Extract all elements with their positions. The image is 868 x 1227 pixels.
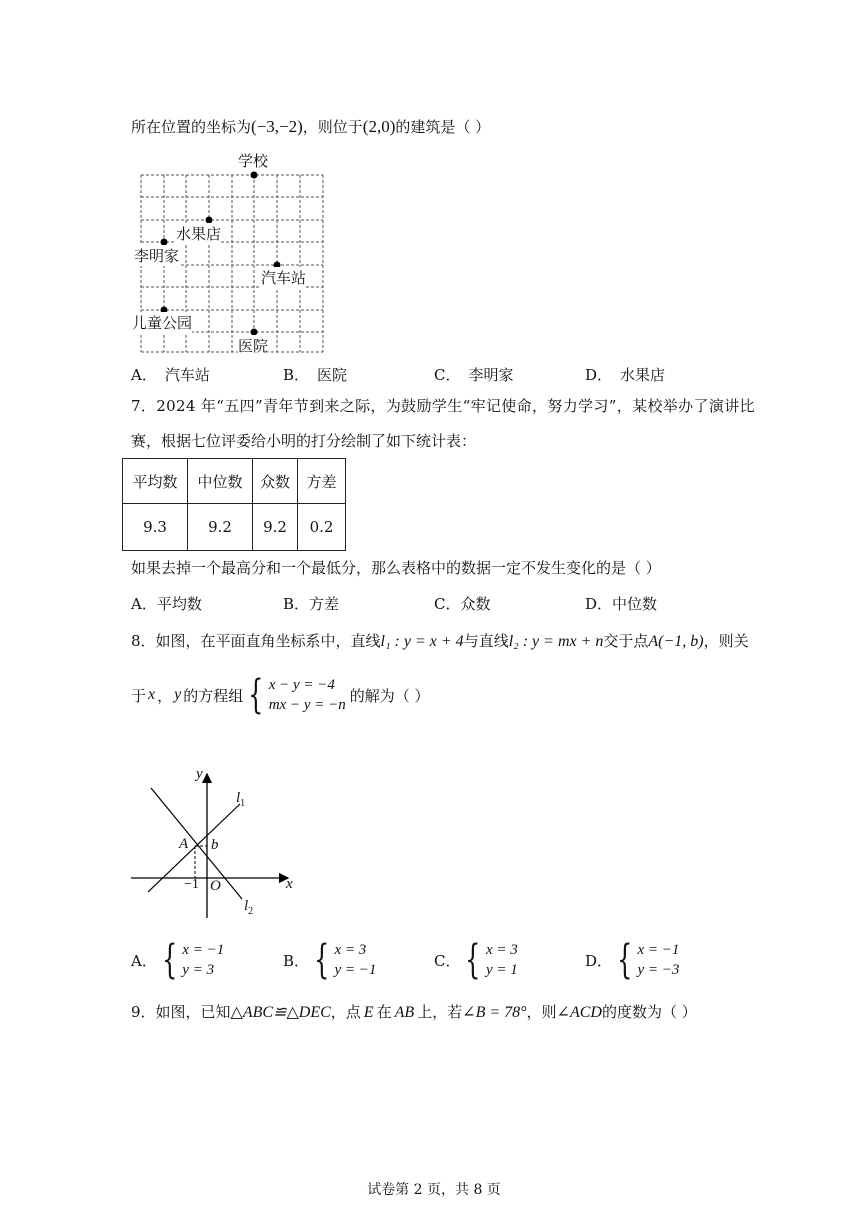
option-letter: B．	[283, 366, 310, 384]
q8-text-a: 8．如图，在平面直角坐标系中，直线	[131, 632, 381, 650]
q8-l1-equation: l₁ : y = x + 4	[380, 633, 464, 650]
q8-text-f: 的方程组	[183, 686, 244, 705]
q9-text-b: ，点	[330, 1003, 361, 1021]
l2-letter: l	[244, 898, 249, 914]
q7-option-a[interactable]	[131, 593, 202, 614]
l1-label	[236, 790, 245, 809]
q7-line3: 如果去掉一个最高分和一个最低分，那么表格中的数据一定不发生变化的是（ ）	[131, 559, 661, 577]
label-school: 学校	[238, 152, 269, 170]
q6-stem	[131, 117, 490, 137]
q8-option-d[interactable]	[585, 937, 680, 983]
option-letter: C．	[434, 595, 461, 613]
q9-text-f: 的度数为（ ）	[601, 1003, 697, 1021]
q6-option-c[interactable]	[434, 364, 514, 385]
q6-stem-before: 所在位置的坐标为	[131, 118, 252, 136]
option-text: 平均数	[156, 595, 202, 613]
option-letter: D．	[585, 366, 613, 384]
q7-line1: 7．2024 年“五四”青年节到来之际，为鼓励学生“牢记使命，努力学习”，某校举办了演讲比	[131, 397, 755, 415]
point-a-label: A	[179, 836, 189, 852]
q9-point-e: E	[363, 1004, 374, 1021]
l1-letter: l	[236, 790, 241, 806]
q9-text-e: ，则	[526, 1003, 557, 1021]
option-text: 医院	[317, 366, 348, 384]
q9-angle-acd: ∠ACD	[556, 1004, 602, 1021]
option-system	[460, 937, 518, 983]
q9-stem	[131, 1002, 697, 1023]
table-header-mean: 平均数	[123, 459, 188, 504]
q8-option-b[interactable]	[283, 937, 377, 983]
option-system	[157, 937, 225, 983]
table-cell-median: 9.2	[188, 504, 253, 551]
q8-l2-equation: l₂ : y = mx + n	[508, 633, 604, 650]
option-system	[309, 937, 377, 983]
q6-coord-given: (−3,−2)	[251, 117, 303, 136]
q9-congruence: △ABC≌△DEC	[230, 1004, 331, 1021]
option-x-value: x = −1	[182, 942, 225, 958]
option-letter: C．	[434, 366, 461, 384]
neg-one-label: −1	[184, 877, 199, 892]
q6-stem-after: 的建筑是（ ）	[395, 118, 491, 136]
option-letter: D．	[585, 595, 613, 613]
option-text: 中位数	[612, 595, 658, 613]
option-text: 汽车站	[164, 366, 210, 384]
q8-equation-system	[243, 672, 346, 718]
option-x-value: x = −1	[637, 942, 680, 958]
table-header-variance: 方差	[298, 459, 346, 504]
label-fruit-store: 水果店	[176, 225, 222, 243]
left-brace-icon: {	[161, 937, 178, 983]
option-letter: A．	[131, 595, 157, 613]
q8-separator: ，	[157, 686, 173, 705]
q8-text-c: 交于点	[603, 632, 649, 650]
q6-option-d[interactable]	[585, 364, 665, 385]
origin-label: O	[210, 878, 221, 894]
q8-text-d: ，则关	[703, 632, 749, 650]
table-cell-mode: 9.2	[253, 504, 298, 551]
page-footer: 试卷第 2 页，共 8 页	[367, 1182, 501, 1198]
school-dot	[251, 172, 258, 179]
q8-coordinate-figure	[128, 766, 308, 926]
option-letter: B．	[283, 951, 310, 970]
q8-x-var: x	[148, 686, 156, 703]
l2-label	[244, 898, 253, 917]
option-letter: A．	[131, 366, 157, 384]
option-text: 水果店	[620, 366, 666, 384]
q7-option-b[interactable]	[283, 593, 339, 614]
option-y-value: y = 3	[182, 962, 215, 978]
l1-subscript: 1	[240, 798, 246, 809]
q9-text-a: 9．如图，已知	[131, 1003, 231, 1021]
y-axis-label: y	[196, 766, 203, 782]
option-x-value: x = 3	[485, 942, 518, 958]
q8-point-a: A(−1, b)	[648, 633, 704, 650]
q9-angle-b: ∠B = 78°	[462, 1004, 527, 1021]
q8-option-c[interactable]	[434, 937, 518, 983]
q8-option-a[interactable]	[131, 937, 225, 983]
q6-option-a[interactable]	[131, 364, 210, 385]
q8-line1	[131, 631, 749, 652]
label-liming-home: 李明家	[134, 247, 180, 265]
label-park: 儿童公园	[132, 314, 193, 332]
table-header-mode: 众数	[253, 459, 298, 504]
option-text: 方差	[309, 595, 340, 613]
l2-subscript: 2	[248, 906, 254, 917]
q8-text-e: 于	[131, 686, 147, 705]
q6-map-figure	[128, 148, 338, 358]
q7-option-d[interactable]	[585, 593, 657, 614]
q9-text-d: 上，若	[417, 1003, 463, 1021]
system-eq-1: x − y = −4	[268, 677, 335, 693]
q7-line2: 赛，根据七位评委给小明的打分绘制了如下统计表：	[131, 432, 477, 450]
q6-coord-target: (2,0)	[362, 117, 396, 136]
label-hospital: 医院	[238, 337, 269, 355]
option-letter: B．	[283, 595, 310, 613]
left-brace-icon: {	[617, 937, 633, 983]
table-cell-variance: 0.2	[298, 504, 346, 551]
option-text: 众数	[460, 595, 491, 613]
left-brace-icon: {	[314, 937, 330, 983]
table-header-median: 中位数	[188, 459, 253, 504]
table-cell-mean: 9.3	[123, 504, 188, 551]
q9-text-c: 在	[376, 1003, 392, 1021]
option-letter: D．	[585, 951, 613, 970]
option-y-value: y = 1	[485, 962, 518, 978]
label-bus-station: 汽车站	[261, 269, 307, 287]
option-text: 李明家	[468, 366, 514, 384]
q9-segment-ab: AB	[394, 1004, 415, 1021]
system-eq-2: mx − y = −n	[268, 697, 346, 713]
q6-option-b[interactable]	[283, 364, 347, 385]
left-brace-icon: {	[465, 937, 481, 983]
q6-stem-middle: ，则位于	[302, 118, 363, 136]
option-system	[612, 937, 680, 983]
q7-stats-table	[122, 458, 346, 551]
q8-line2	[131, 672, 430, 718]
q8-text-g: 的解为（ ）	[349, 686, 430, 705]
q8-text-b: 与直线	[463, 632, 509, 650]
x-axis-label: x	[286, 876, 293, 892]
option-x-value: x = 3	[334, 942, 367, 958]
left-brace-icon: {	[248, 672, 264, 718]
q7-option-c[interactable]	[434, 593, 491, 614]
q8-y-var: y	[174, 686, 182, 703]
option-letter: C．	[434, 951, 461, 970]
b-label: b	[211, 837, 219, 853]
option-y-value: y = −3	[637, 962, 680, 978]
option-y-value: y = −1	[334, 962, 377, 978]
option-letter: A．	[131, 951, 157, 970]
